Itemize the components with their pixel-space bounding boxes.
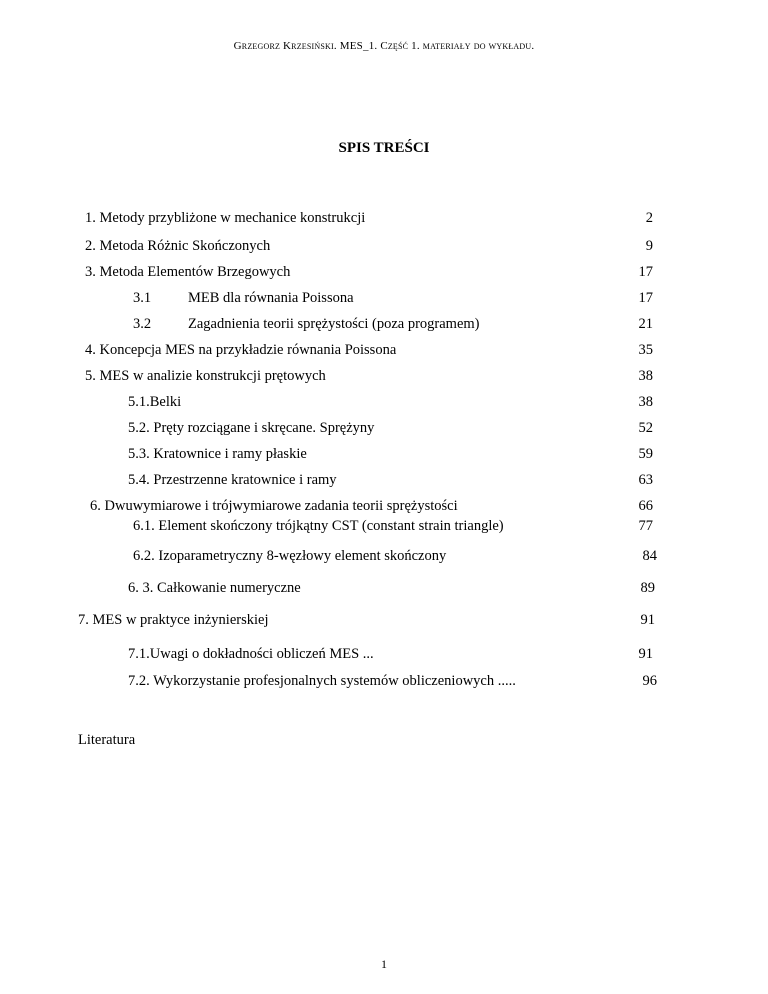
page-title: SPIS TREŚCI — [338, 140, 430, 156]
header-author: Grzegorz Krzesiński. — [233, 40, 337, 52]
toc-subnum-3-1: 3.1 — [133, 290, 152, 306]
header-materials: materiały do wykładu. — [422, 40, 535, 52]
header-part: Część 1. — [380, 40, 420, 52]
toc-page-2: 9 — [645, 238, 653, 254]
toc-page-7: 91 — [640, 612, 655, 628]
page-number: 1 — [381, 957, 387, 971]
toc-page-3-1: 17 — [638, 290, 653, 306]
toc-entry-5: 5. MES w analizie konstrukcji prętowych — [85, 368, 326, 384]
toc-page-4: 35 — [638, 342, 653, 358]
running-header — [0, 40, 768, 52]
toc-page-5: 38 — [638, 368, 653, 384]
toc-page-6-3: 89 — [640, 580, 655, 596]
toc-page-3-2: 21 — [638, 316, 653, 332]
toc-page-6-2: 84 — [642, 548, 657, 564]
toc-entry-3-2: Zagadnienia teorii sprężystości (poza programem) — [188, 316, 480, 332]
toc-entry-3: 3. Metoda Elementów Brzegowych — [85, 264, 291, 280]
toc-entry-3-1: MEB dla równania Poissona — [188, 290, 354, 306]
toc-entry-6-3: 6. 3. Całkowanie numeryczne — [128, 580, 301, 596]
toc-entry-4: 4. Koncepcja MES na przykładzie równania Poissona — [85, 342, 397, 358]
toc-page-5-3: 59 — [638, 446, 653, 462]
toc-entry-5-2: 5.2. Pręty rozciągane i skręcane. Sprężyny — [128, 420, 375, 436]
toc-entry-5-3: 5.3. Kratownice i ramy płaskie — [128, 446, 307, 462]
header-course: MES_1. — [339, 40, 378, 52]
toc-entry-2: 2. Metoda Różnic Skończonych — [85, 238, 271, 254]
toc-entry-6-1: 6.1. Element skończony trójkątny CST (constant strain triangle) — [133, 518, 504, 534]
toc-entry-1: 1. Metody przybliżone w mechanice konstrukcji — [85, 210, 366, 226]
toc-page-5-2: 52 — [638, 420, 653, 436]
toc-page-1: 2 — [645, 210, 653, 226]
toc-entry-7-2: 7.2. Wykorzystanie profesjonalnych systemów obliczeniowych ..... — [128, 673, 516, 689]
toc-entry-6-2: 6.2. Izoparametryczny 8-węzłowy element skończony — [133, 548, 447, 564]
toc-page-7-1: 91 — [638, 646, 653, 662]
toc-page-5-1: 38 — [638, 394, 653, 410]
literature-heading: Literatura — [78, 732, 136, 748]
toc-entry-5-4: 5.4. Przestrzenne kratownice i ramy — [128, 472, 337, 488]
toc-entry-7: 7. MES w praktyce inżynierskiej — [78, 612, 269, 628]
toc-subnum-3-2: 3.2 — [133, 316, 152, 332]
toc-entry-6: 6. Dwuwymiarowe i trójwymiarowe zadania teorii sprężystości — [90, 498, 458, 514]
toc-page-6: 66 — [638, 498, 653, 514]
toc-page-3: 17 — [638, 264, 653, 280]
toc-entry-5-1: 5.1.Belki — [128, 394, 182, 410]
toc-page-6-1: 77 — [638, 518, 653, 534]
toc-entry-7-1: 7.1.Uwagi o dokładności obliczeń MES ... — [128, 646, 374, 662]
toc-page-7-2: 96 — [642, 673, 657, 689]
toc-page-5-4: 63 — [638, 472, 653, 488]
